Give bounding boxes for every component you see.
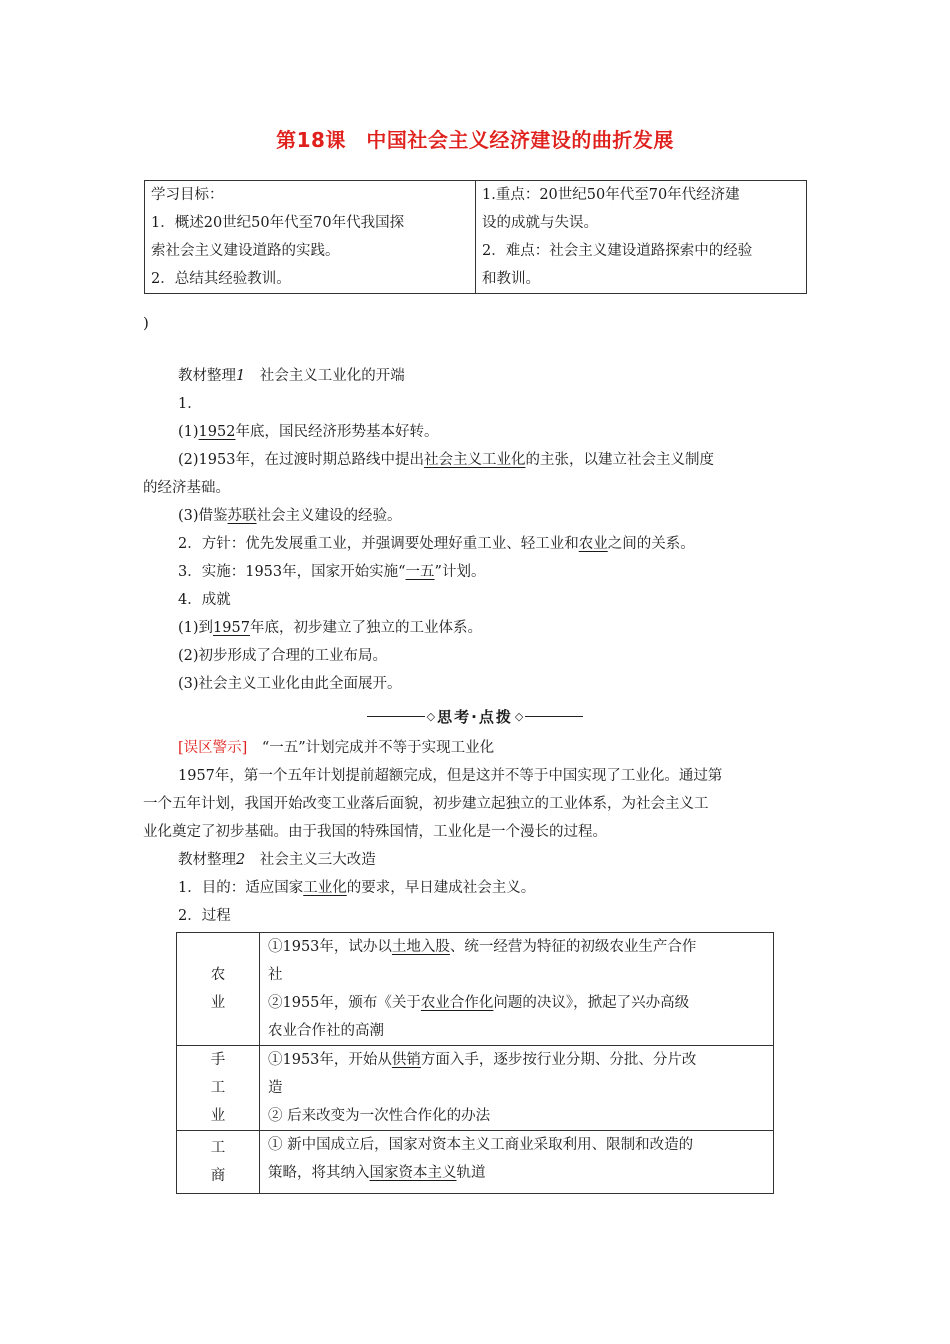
text: ①1953年，试办以 [268,939,392,955]
learning-goals-table [144,180,807,294]
table-row [177,1046,774,1131]
heading-text: 社会主义三大改造 [245,852,376,868]
text: 社会主义建设的经验。 [256,508,402,524]
answer-blank: 1952 [198,424,236,440]
list-item [143,418,807,446]
page-title: 第18课 中国社会主义经济建设的曲折发展 [276,128,674,152]
answer-blank: 国家资本主义 [369,1165,457,1181]
answer-blank: 社会主义工业化 [423,452,526,468]
goals-line: 索社会主义建设道路的实践。 [151,243,340,259]
warning-headline: “一五”计划完成并不等于实现工业化 [247,740,495,756]
list-item: 4．成就 [178,592,231,608]
text: 年底，初步建立了独立的工业体系。 [249,620,482,636]
table-row [177,1131,774,1194]
detail-line [268,1046,767,1074]
text: 3．实施：1953年，国家开始实施“ [178,564,406,580]
list-item [143,614,807,642]
list-item: 1． [178,396,202,412]
text: 方面入手，逐步按行业分期、分批、分片改 [420,1052,697,1068]
text: 的主张，以建立社会主义制度 [525,452,714,468]
answer-blank: 农业合作化 [420,995,494,1011]
goals-line: 和教训。 [482,271,540,287]
text: 轨道 [456,1165,486,1181]
goals-line: 设的成就与失误。 [482,215,598,231]
text: (1) [178,424,199,440]
list-item [143,502,807,530]
list-item [143,558,807,586]
detail-line [268,933,767,961]
goals-line: 2．难点：社会主义建设道路探索中的经验 [482,243,753,259]
divider-rule [525,716,583,717]
detail-line: 社 [268,967,283,983]
answer-blank: 工业化 [303,880,347,896]
paragraph-line: 1957年，第一个五年计划提前超额完成，但是这并不等于中国实现了工业化。通过第 [178,768,723,784]
transformation-process-table [176,932,774,1194]
divider-label: 思考·点拨 [437,707,513,726]
think-guide-divider [143,704,807,728]
text: (1)到 [178,620,214,636]
paragraph-line: 一个五年计划，我国开始改变工业落后面貌，初步建立起独立的工业体系，为社会主义工 [143,796,709,812]
answer-blank: 农业 [578,536,608,552]
stray-parenthesis: ) [143,314,149,332]
warning-tag: [误区警示] [178,740,248,756]
detail-line [268,1159,767,1187]
goals-objectives-cell [145,181,476,294]
detail-line [268,989,767,1017]
paragraph-line: 业化奠定了初步基础。由于我国的特殊国情，工业化是一个漫长的过程。 [143,824,607,840]
heading-number: 1 [236,368,246,384]
detail-line: 农业合作社的高潮 [268,1023,384,1039]
category-char: 商 [210,1168,226,1184]
goals-keypoints-cell [476,181,807,294]
section-1-heading [143,362,807,390]
list-item: 2．过程 [178,908,231,924]
section-2 [143,846,807,930]
misconception-box [143,734,807,846]
answer-blank: 土地入股 [391,939,450,955]
category-char: 手 [210,1052,226,1068]
section-1 [143,362,807,698]
goals-line: 1．概述20世纪50年代至70年代我国探 [151,215,405,231]
list-item [143,874,807,902]
text: 策略，将其纳入 [268,1165,370,1181]
category-handicraft [177,1046,260,1131]
list-item: (2)初步形成了合理的工业布局。 [178,648,388,664]
text: 2．方针：优先发展重工业，并强调要处理好重工业、轻工业和 [178,536,579,552]
heading-number: 2 [236,852,246,868]
category-char: 工 [210,1140,226,1156]
text: (2)1953年，在过渡时期总路线中提出 [178,452,424,468]
text: 的要求，早日建成社会主义。 [346,880,536,896]
text: 问题的决议》，掀起了兴办高级 [493,995,690,1011]
goals-line: 学习目标： [151,187,224,203]
divider-rule [367,716,425,717]
heading-text: 社会主义工业化的开端 [245,368,405,384]
answer-blank: 苏联 [227,508,257,524]
diamond-icon: ◇ [426,709,436,723]
details-agriculture [260,933,774,1046]
list-item: (3)社会主义工业化由此全面展开。 [178,676,402,692]
category-char: 业 [210,1108,226,1124]
category-char: 农 [210,967,226,983]
answer-blank: 1957 [213,620,250,636]
list-item-continuation: 的经济基础。 [143,480,230,496]
text: 1．目的：适应国家 [178,880,304,896]
goals-line: 1.重点：20世纪50年代至70年代经济建 [482,187,740,203]
answer-blank: 供销 [391,1052,421,1068]
text: ②1955年，颁布《关于 [268,995,421,1011]
category-commerce [177,1131,260,1194]
text: 年底，国民经济形势基本好转。 [235,424,439,440]
text: 之间的关系。 [607,536,695,552]
category-char: 业 [210,995,226,1011]
category-char: 工 [210,1080,226,1096]
table-row [177,933,774,1046]
category-agriculture [177,933,260,1046]
heading-prefix: 教材整理 [178,368,236,384]
text: (3)借鉴 [178,508,228,524]
section-2-heading [143,846,807,874]
detail-line: ② 后来改变为一次性合作化的办法 [268,1108,491,1124]
answer-blank: 一五 [405,564,435,580]
details-handicraft [260,1046,774,1131]
text: ①1953年，开始从 [268,1052,392,1068]
goals-line: 2．总结其经验教训。 [151,271,291,287]
misconception-heading [143,734,807,762]
diamond-icon: ◇ [514,709,524,723]
text: 、统一经营为特征的初级农业生产合作 [449,939,697,955]
details-commerce [260,1131,774,1194]
list-item [143,530,807,558]
detail-line: ① 新中国成立后，国家对资本主义工商业采取利用、限制和改造的 [268,1137,694,1153]
detail-line: 造 [268,1080,283,1096]
heading-prefix: 教材整理 [178,852,236,868]
text: ”计划。 [434,564,486,580]
list-item [143,446,807,474]
